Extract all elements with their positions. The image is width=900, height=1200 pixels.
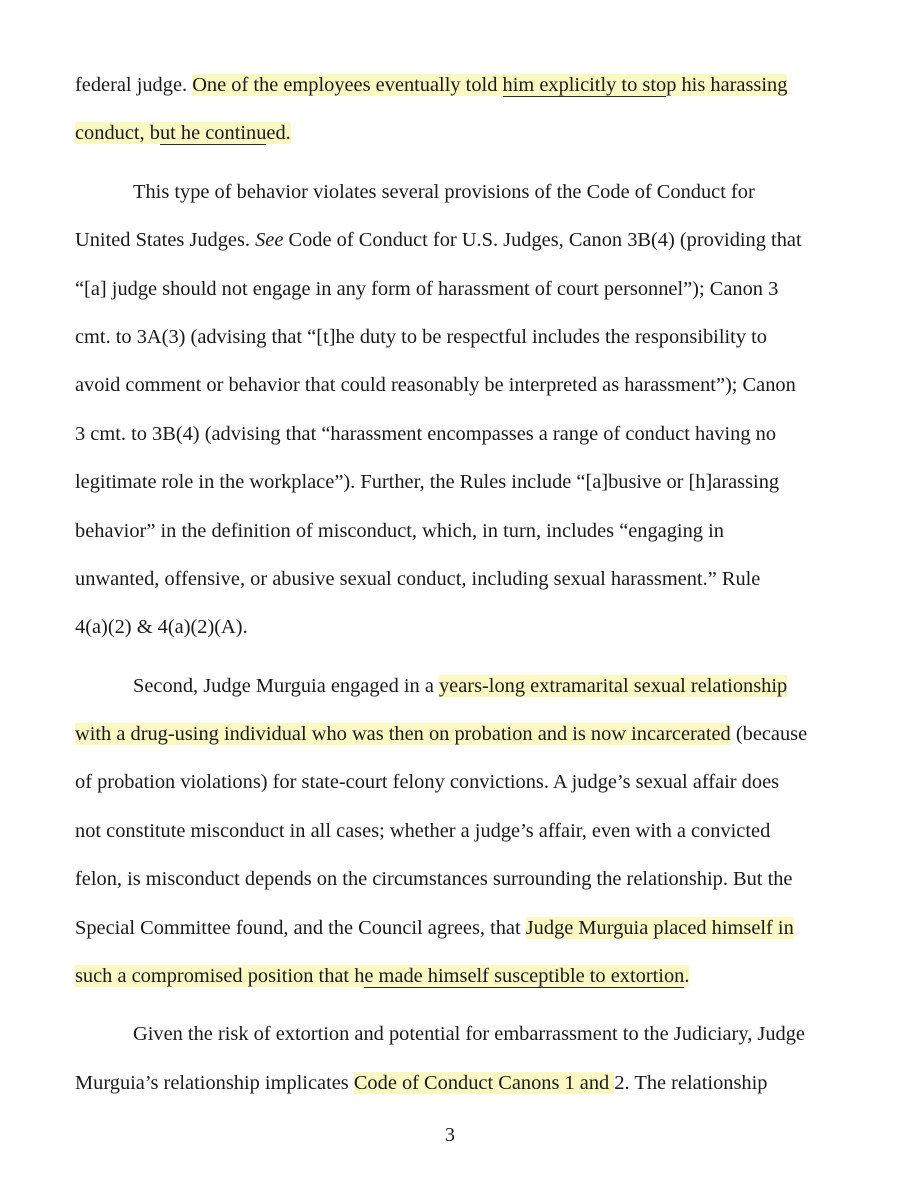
text-segment: Given the risk of extortion and potential for embarrassment to the Judiciary, Judge (133, 1023, 805, 1046)
text-segment: (because (730, 723, 808, 746)
highlighted-text: . (684, 965, 690, 988)
text-segment: Second, Judge Murguia engaged in a (133, 674, 439, 697)
text-line (75, 807, 835, 855)
text-segment: felon, is misconduct depends on the circumstances surrounding the relationship. But the (75, 868, 793, 891)
highlighted-text: e made himself susceptible to extortion (364, 965, 685, 988)
text-segment: United States Judges. (75, 229, 256, 252)
text-line (75, 758, 835, 806)
text-segment: cmt. to 3A(3) (advising that “[t]he duty to be respectful includes the responsibility to (75, 325, 767, 348)
text-line (75, 61, 835, 109)
highlighted-text: Judge Murguia placed himself in (525, 916, 794, 939)
text-line (75, 168, 835, 216)
text-line (75, 952, 835, 1000)
highlighted-text: ut he continu (159, 122, 267, 145)
text-segment: avoid comment or behavior that could reasonably be interpreted as harassment”); Canon (75, 374, 796, 397)
text-line (75, 904, 835, 952)
text-line (75, 710, 835, 758)
text-line (75, 410, 835, 458)
document-body (75, 61, 835, 1107)
highlighted-text: ed. (266, 122, 291, 145)
text-line (75, 361, 835, 409)
highlighted-text: p his harassing (666, 74, 788, 96)
text-segment: This type of behavior violates several provisions of the Code of Conduct for (133, 180, 755, 203)
highlighted-text: years-long extramarital sexual relationship (438, 674, 788, 697)
text-segment: Murguia’s relationship implicates (75, 1071, 354, 1094)
text-line (75, 216, 835, 264)
highlighted-text: with a drug-using individual who was then on probation and is now incarcerated (75, 723, 731, 746)
text-line (75, 313, 835, 361)
text-segment: 2. The relationship (614, 1071, 768, 1094)
highlighted-text: One of the employees eventually told (192, 74, 503, 96)
text-segment: Code of Conduct for U.S. Judges, Canon 3B(4) (providing that (283, 229, 802, 252)
text-segment: 3 cmt. to 3B(4) (advising that “harassment encompasses a range of conduct having no (75, 422, 777, 445)
text-segment: federal judge. (75, 74, 193, 96)
text-line (75, 603, 835, 651)
text-line (75, 109, 835, 157)
text-segment: See (255, 229, 284, 252)
text-segment: of probation violations) for state-court felony convictions. A judge’s sexual affair does (75, 771, 780, 794)
paragraph (75, 662, 835, 1001)
paragraph (75, 168, 835, 652)
text-line (75, 855, 835, 903)
text-line (75, 458, 835, 506)
text-line (75, 1010, 835, 1058)
text-line (75, 1059, 835, 1107)
text-line (75, 555, 835, 603)
page-number: 3 (445, 1124, 455, 1146)
highlighted-text: such a compromised position that h (75, 965, 365, 988)
highlighted-text: Code of Conduct Canons 1 and (353, 1071, 615, 1094)
text-segment: Special Committee found, and the Council agrees, that (75, 916, 526, 939)
text-segment: unwanted, offensive, or abusive sexual conduct, including sexual harassment.” Rule (75, 567, 761, 590)
text-segment: legitimate role in the workplace”). Further, the Rules include “[a]busive or [h]arassing (75, 471, 780, 494)
paragraph (75, 61, 835, 158)
highlighted-text: conduct, b (75, 122, 160, 145)
text-segment: “[a] judge should not engage in any form of harassment of court personnel”); Canon 3 (75, 277, 779, 300)
text-line (75, 265, 835, 313)
paragraph (75, 1010, 835, 1107)
text-segment: 4(a)(2) & 4(a)(2)(A). (75, 616, 248, 639)
highlighted-text: him explicitly to sto (502, 74, 667, 96)
text-segment: behavior” in the definition of misconduct, which, in turn, includes “engaging in (75, 519, 724, 542)
text-line (75, 662, 835, 710)
text-segment: not constitute misconduct in all cases; whether a judge’s affair, even with a convicted (75, 819, 771, 842)
text-line (75, 507, 835, 555)
